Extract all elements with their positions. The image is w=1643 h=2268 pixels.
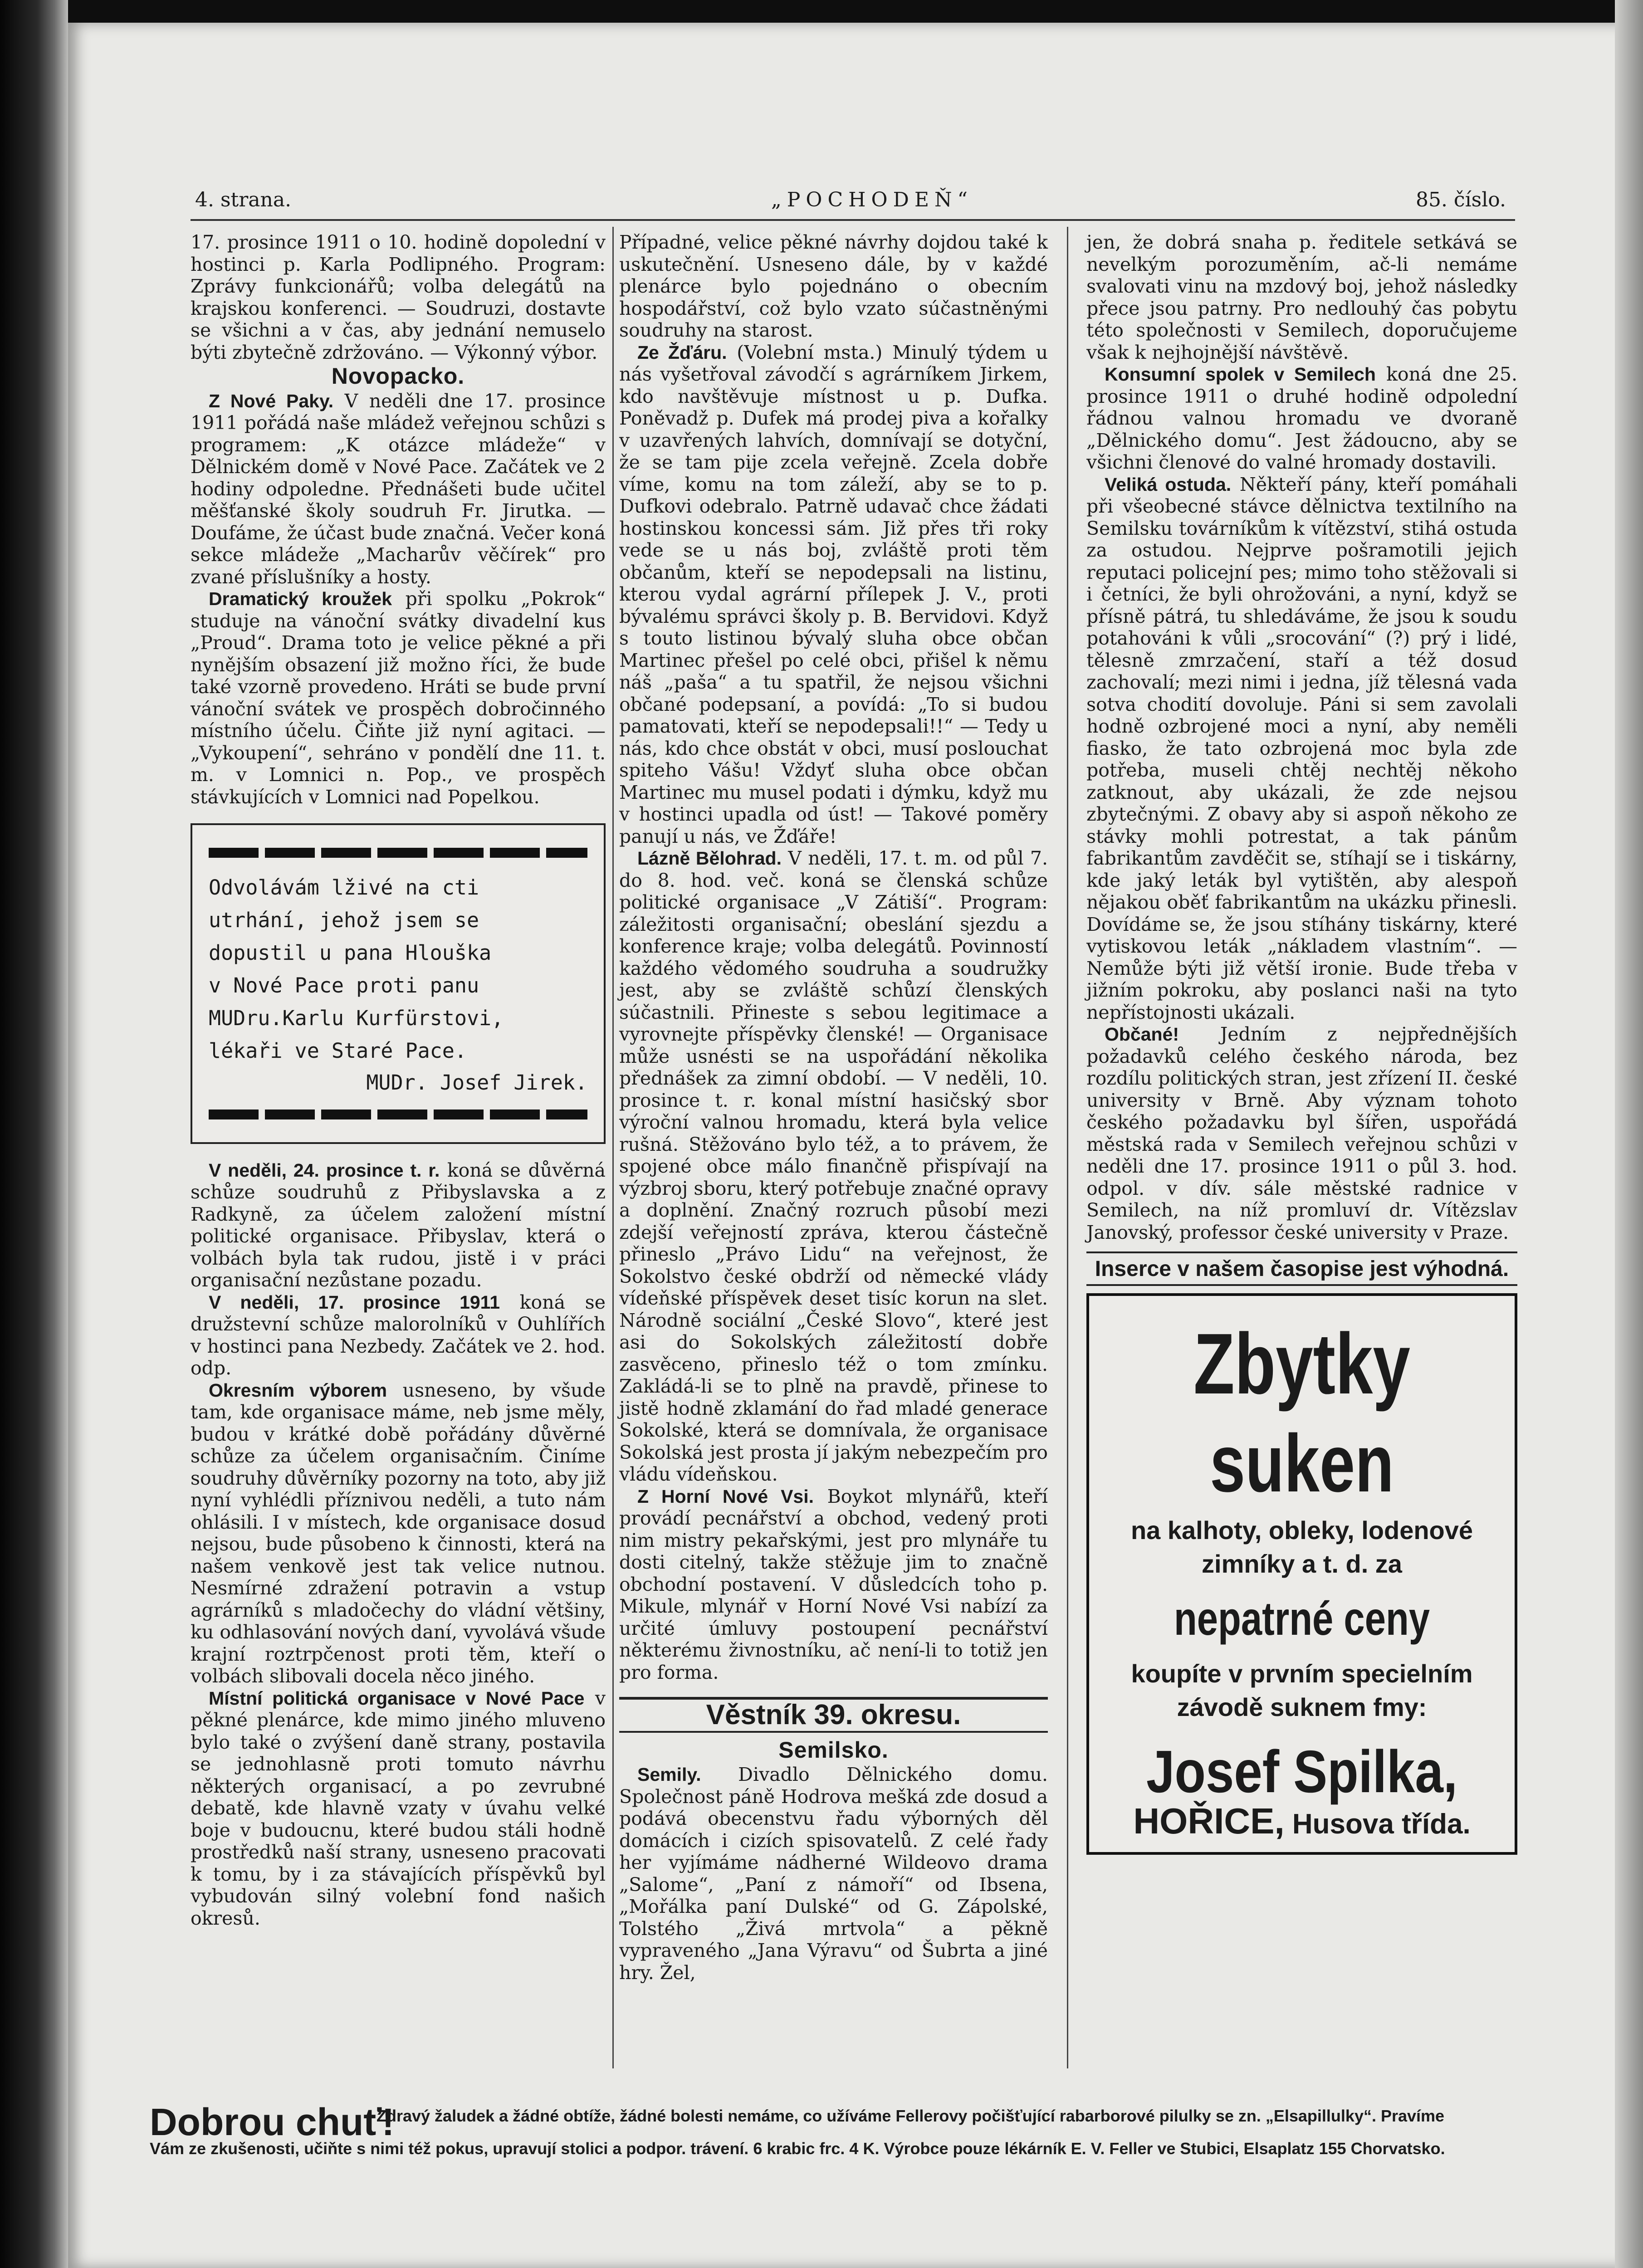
article-text: koná se důvěrná schůze soudruhů z Přibyslavska a z Radkyně, za účelem založení místní politické organisace. Přibyslav, která o volbách byla tak rudou, jistě i v práci organisační nezůstane pozadu. [191,1159,606,1291]
article-text: Divadlo Dělnického domu. Společnost páně Hodrova mešká zde dosud a podává obecenstvu řadu výborných děl domácích i cizích spisovatelů. Z celé řady her vyjímáme nádherné Wildeovo drama „Salome“, „Paní z námoří“ od Ibsena, „Mořálka paní Dulské“ od G. Zápolské, Tolstého „Živá mrtvola“ a pěkně vypraveného „Jana Výravu“ od Šubrta a jiné hry. Žel, [619,1764,1048,1984]
article-text: (Volební msta.) Minulý týdem u nás vyšetřoval závodčí s agrárníkem Jirkem, kdo navštěvuje místnost u p. Dufka. Poněvadž p. Dufek má prodej piva a kořalky v uzavřených lahvích, domnívají se dotyční, že se tam pije zcela veřejně. Zcela dobře víme, komu na tom záleží, aby se to p. Dufkovi odebralo. Patrně udavač chce žádati hostinskou koncessi sám. Již přes tři roky vede se u nás boj, zvláště proti těm občanům, kteří se nepodepsali na listinu, kterou vydal agrární přílepek J. V., proti bývalému správci školy p. B. Bervidovi. Když s touto listinou bývalý sluha obce občan Martinec přešel po celé obci, přišel k němu náš „paša“ a tu spatřil, že nejsou všichni občané podepsaní, a povídá: „To si budou pamatovati, kteří se nepodepsali!!“ — Tedy u nás, kdo chce obstát v obci, musí poslouchat spiteho Vášu! Vždyť sluha obce občan Martinec mu musel podati i dýmku, když mu v hostinci upadla od úst! — Takové poměry panují u nás, ve Žďáře! [619,341,1048,847]
ad-text: na kalhoty, obleky, lodenové zimníky a t. d. za [1130,1516,1473,1578]
decorative-bar [209,848,587,858]
ad-price: nepatrné ceny [1174,1593,1430,1645]
article [1086,474,1517,1024]
ad-address [1098,1801,1506,1841]
decorative-bar [209,1110,587,1119]
article-text: V neděli dne 17. prosince 1911 pořádá naše mládež veřejnou schůzi s programem: „K otázce mládeže“ v Dělnickém domě v Nové Pace. Začátek ve 2 hodiny odpoledne. Přednášeti bude učitel měšťanské školy soudruh Fr. Jirutka. — Doufáme, že účast bude značná. Večer koná sekce mládeže „Macharův věčírek“ pro zvané příslušníky a hosty. [191,390,606,588]
footer-advertisement [150,2100,1511,2168]
article [191,1291,606,1379]
column-2 [619,231,1048,1984]
article [1086,363,1517,474]
section-heading: Semilsko. [778,1737,889,1763]
apology-notice [191,823,606,1144]
article-text: Jedním z nejpřednějších požadavků celého českého národa, bez rozdílu politických stran, jest zřízení II. české university v Brně. Aby význam tohoto českého požadavku byl šířen, uspořádá městská rada v Semilech veřejnou schůzi v neděli dne 17. prosince 1911 o půl 3. hod. odpol. v dív. sále městské radnice v Semilech, na níž promluví dr. Vítězslav Janovský, professor české university v Praze. [1086,1023,1517,1243]
article-lead: Okresním výborem [209,1379,387,1401]
column-divider [1067,227,1068,2068]
article-lead: V neděli, 24. prosince t. r. [209,1159,440,1181]
article-text: V neděli, 17. t. m. od půl 7. do 8. hod. več. koná se členská schůze politické organisace „V Zátiší“. Program: záležitosti organisační; obeslání sjezdu a konference kraje; volba delegátů. Povinností každého vědomého soudruha a soudružky jest, aby se zvláště schůzí členských súčastnili. Přineste s sebou legitimace a vyrovnejte příspěvky členské! — Organisace může usnésti se na uspořádání několika přednášek za zimní období. — V neděli, 10. prosince t. r. konal místní hasičský sbor výroční valnou hromadu, která byla velice rušná. Stěžováno bylo též, a to právem, že spojené obce málo finančně přispívají na výzbroj sboru, který potřebuje značné opravy a doplnění. Značný rozruch působí mezi zdejší veřejností zpráva, kterou částečně přineslo „Právo Lidu“ na veřejnost, že Sokolstvo české obdrží od německé vlády vídeňské příspěvek deset tisíc korun na slet. Národně sociální „České Slovo“, které jest asi do Sokolských záležitostí dobře zasvěceno, přineslo též o tom zmínku. Zakládá-li se to plně na pravdě, přinese to jistě hodně zklamání do řad mladé generace Sokolské, která se domnívala, že organisace Sokolská jest prosta jí jakým nebezpečím pro vládu vídeňskou. [619,847,1048,1485]
issue-number: 85. číslo. [1415,188,1506,211]
column-3 [1086,231,1517,1855]
article-lead: Z Horní Nové Vsi. [637,1486,814,1507]
article [619,342,1048,848]
footer-text: Zdravý žaludek a žádné obtíže, žádné bolesti nemáme, co užíváme Fellerovy počišťující rabarborové pilulky se zn. „Elsapillulky“. Pravíme [377,2107,1445,2125]
article [619,1486,1048,1684]
notice-signature: MUDr. Josef Jirek. [366,1070,587,1095]
ad-text: koupíte v prvním specielním závodě suknem fmy: [1131,1659,1473,1721]
section-heading: Novopacko. [331,363,465,389]
page-number: 4. strana. [195,188,292,211]
ad-street: Husova třída. [1292,1809,1471,1840]
article [619,847,1048,1486]
section-banner: Věstník 39. okresu. [619,1697,1048,1733]
article-lead: Místní politická organisace v Nové Pace [209,1687,585,1709]
article-lead: Lázně Bělohrad. [637,848,782,869]
article-lead: Semily. [637,1764,701,1785]
column-divider [612,227,614,2068]
article-lead: Konsumní spolek v Semilech [1105,364,1376,385]
article-text: při spolku „Pokrok“ studuje na vánoční svátky divadelní kus „Proud“. Drama toto je velice pěkné a při nynějším obsazení již možno říci, že bude také vzorně provedeno. Hráti se bude první vánoční svátek ve prospěch dobročinného místního účelu. Čiňte již nyní agitaci. — „Vykoupení“, sehráno v pondělí dne 11. t. m. v Lomnici n. Pop., ve prospěch stávkujících v Lomnici nad Popelkou. [191,588,606,808]
article-lead: Dramatický kroužek [209,588,392,609]
article-lead: Z Nové Paky. [209,390,334,411]
ad-headline: Zbytky [1193,1316,1410,1412]
article-text: Případné, velice pěkné návrhy dojdou také k uskutečnění. Usneseno dále, by v každé plenárce bylo pojednáno o obecním hospodářství, což bylo vzato súčastněnými soudruhy na starost. [619,231,1048,341]
article-text: jen, že dobrá snaha p. ředitele setkává se nevelkým porozuměním, ač-li nemáme svalovati vinu na mzdový boj, jehož následky přece jsou patrny. Pro nedlouhý čas pobytu této společnosti v Semilech, doporučujeme však k nejhojnější návštěvě. [1086,231,1517,363]
column-1 [191,231,606,1929]
footer-title: Dobrou chuť! [150,2101,395,2143]
header-rule [191,219,1515,221]
page-header [127,179,1511,215]
article-text: usneseno, by všude tam, kde organisace máme, neb jsme měly, budou v krátké době pořádány důvěrné schůze za účelem organisačním. Činíme soudruhy důvěrníky pozorny na toto, aby již nyní vyhlédli příznivou neděli, a tuto nám ohlásili. I v místech, kde organisace dosud nejsou, bude působeno k činnosti, která na našem venkově jest tak velice nutnou. Nesmírné zdražení potravin a vstup agrárníků s mladočechy do vládní většiny, ku odhlasování nových daní, vyvolává všude krajní roztrpčenost proti těm, kteří o volbách slibovali docela něco jiného. [191,1379,606,1687]
ad-city: HOŘICE, [1133,1801,1285,1841]
article-text: 17. prosince 1911 o 10. hodině dopolední v hostinci p. Karla Podlipného. Program: Zprávy funkcionářů; volba delegátů na krajskou konferenci. — Soudruzi, dostavte se všichni a v čas, aby jednání nemuselo býti zbytečně zdržováno. — Výkonný výbor. [191,231,606,363]
book-binding [0,0,68,2268]
article-lead: Občané! [1105,1024,1179,1045]
article-text: v pěkné plenárce, kde mimo jiného mluveno bylo také o zvýšení daně strany, postavila se jednohlasně proti tomuto návrhu některých organisací, a po zevrubné debatě, kde hlavně vzaty v úvahu velké boje v budoucnu, které budou stáli hodně prostředků naší strany, usneseno pracovati k tomu, by i za stávajících příspěvků byl vybudován silný volební fond našich okresů. [191,1687,606,1929]
inserce-banner: Inserce v našem časopise jest výhodná. [1086,1251,1517,1286]
page-edge [1615,0,1643,2268]
notice-text: Odvolávám lživé na cti utrhání, jehož jsem se dopustil u pana Hlouška v Nové Pace proti panu MUDru.Karlu Kurfürstovi, lékaři ve Staré Pace. [209,875,504,1063]
article-lead: V neděli, 17. prosince 1911 [209,1291,500,1313]
article-text: koná dne 25. prosince 1911 o druhé hodině odpolední řádnou valnou hromadu ve dvoraně „Dělnického domu“. Jest žádoucno, aby se všichni členové do valné hromady dostavili. [1086,363,1517,473]
article [1086,1023,1517,1243]
article-lead: Veliká ostuda. [1105,474,1232,495]
article [619,1764,1048,1984]
article [191,588,606,808]
article-text: Boykot mlynářů, kteří provádí pecnářství a obchod, vedený proti nim mistry pekařskými, jest pro mlynáře tu dosti citelný, takže stěžuje jim to značně obchodní postavení. V důsledcích toho p. Mikule, mlynář v Horní Nové Vsi nabízí za určité úmluvy postoupení pecnářství některému živnostníku, ač není-li to totiž jen pro forma. [619,1485,1048,1683]
ad-firm-name: Josef Spilka, [1146,1738,1457,1805]
masthead: „POCHODEŇ“ [771,188,973,211]
article-text: koná se družstevní schůze malorolníků v Ouhlířích v hostinci pana Nezbedy. Začátek ve 2. hod. odp. [191,1291,606,1379]
article [191,1687,606,1930]
article [191,390,606,588]
article-lead: Ze Žďáru. [637,342,727,363]
article [191,1159,606,1291]
spilka-advertisement [1086,1293,1517,1855]
article [191,1379,606,1687]
footer-text: Vám ze zkušenosti, učiňte s nimi též pokus, upravují stolici a podpor. trávení. 6 krabic frc. 4 K. Výrobce pouze lékárník E. V. Feller ve Stubici, Elsaplatz 155 Chorvatsko. [150,2139,1445,2158]
ad-headline: suken [1210,1418,1394,1509]
article-text: Někteří pány, kteří pomáhali při všeobecné stávce dělnictva textilního na Semilsku továrníkům k vítězství, stihá ostuda za ostudou. Nejprve pošramotili jejich reputaci policejní pes; mimo toho stěžovali si i četníci, že byli ohrožováni, a nyní, když se přísně pátrá, tu shledáváme, že jsou k soudu potahováni k vůli „srocování“ (?) prý i lidé, tělesně zmrzačení, staří a též dosud zachovalí; mezi nimi i jedna, jíž tělesná vada sotva chodití dovoluje. Páni si sem zavolali hodně ozbrojené moci a nyní, aby neměli fiasko, že tato ozbrojená moc byla zde potřeba, museli chtěj nechtěj někoho zatknout, aby ukázali, že zde nejsou zbytečnými. Z obavy aby si aspoň někoho ze stávky mohli potrestat, a tak pánům fabrikantům zavděčit se, stíhají se i tiskárny, kde jaký leták byl vytištěn, aby alespoň nějakou oběť fabrikantům na ukázku přinesli. Dovídáme se, že jsou stíhány tiskárny, které vytiskovou leták „nákladem vlastním“. — Nemůže býti již větší ironie. Bude třeba v jižním pokroku, aby poslanci naši na tyto nepřístojnosti ukázali. [1086,473,1517,1023]
